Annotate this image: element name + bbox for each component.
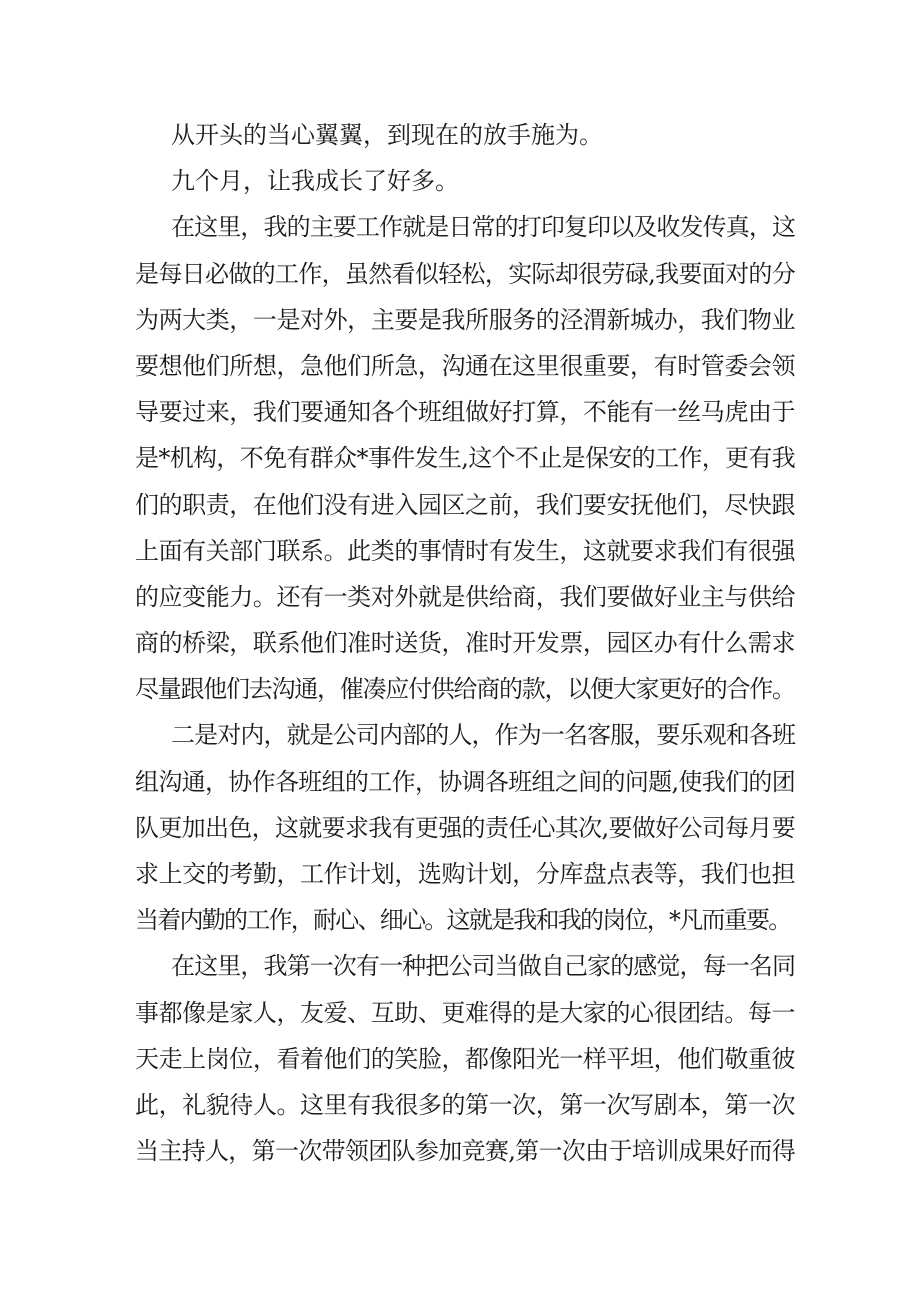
text-line: 二是对内，就是公司内部的人，作为一名客服，要乐观和各班: [171, 721, 795, 750]
text-line: 求上交的考勤，工作计划，选购计划，分库盘点表等，我们也担: [135, 860, 795, 888]
text-line: 天走上岗位，看着他们的笑脸，都像阳光一样平坦，他们敬重彼: [135, 1044, 795, 1073]
text-line: 为两大类，一是对外，主要是我所服务的泾渭新城办，我们物业: [135, 305, 795, 334]
text-line: 在这里，我的主要工作就是日常的打印复印以及收发传真，这: [171, 213, 795, 242]
text-line: 九个月，让我成长了好多。: [171, 167, 459, 196]
text-line: 组沟通，协作各班组的工作，协调各班组之间的问题,使我们的团: [135, 767, 795, 796]
text-line: 尽量跟他们去沟通，催凑应付供给商的款，以便大家更好的合作。: [135, 675, 795, 704]
text-line: 当主持人，第一次带领团队参加竞赛,第一次由于培训成果好而得: [135, 1137, 795, 1166]
text-line: 要想他们所想，急他们所急，沟通在这里很重要，有时管委会领: [135, 351, 795, 380]
text-line: 上面有关部门联系。此类的事情时有发生，这就要求我们有很强: [135, 536, 795, 565]
text-line: 们的职责，在他们没有进入园区之前，我们要安抚他们，尽快跟: [135, 490, 795, 519]
text-line: 此，礼貌待人。这里有我很多的第一次，第一次写剧本，第一次: [135, 1090, 795, 1119]
document-body: [135, 112, 795, 1174]
text-line: 从开头的当心翼翼，到现在的放手施为。: [171, 121, 603, 149]
text-line: 是每日必做的工作，虽然看似轻松，实际却很劳碌,我要面对的分: [135, 259, 795, 288]
text-line: 导要过来，我们要通知各个班组做好打算，不能有一丝马虎由于: [135, 398, 795, 427]
text-line: 在这里，我第一次有一种把公司当做自己家的感觉，每一名同: [171, 952, 795, 981]
text-line: 的应变能力。还有一类对外就是供给商，我们要做好业主与供给: [135, 582, 795, 611]
text-line: 事都像是家人，友爱、互助、更难得的是大家的心很团结。每一: [135, 998, 795, 1027]
text-line: 队更加出色，这就要求我有更强的责任心其次,要做好公司每月要: [135, 813, 795, 842]
text-line: 当着内勤的工作，耐心、细心。这就是我和我的岗位，*凡而重要。: [135, 906, 791, 935]
text-line: 商的桥梁，联系他们准时送货，准时开发票，园区办有什么需求: [135, 629, 795, 658]
text-line: 是*机构，不免有群众*事件发生,这个不止是保安的工作，更有我: [135, 444, 795, 473]
